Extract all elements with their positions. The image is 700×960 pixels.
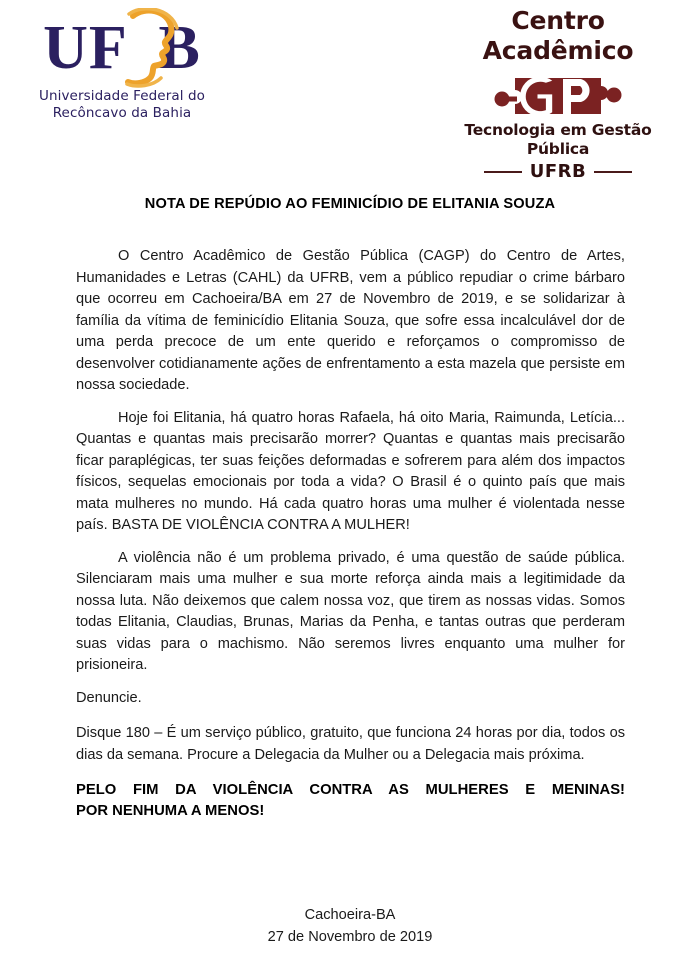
paragraph-1: O Centro Acadêmico de Gestão Pública (CAGP) do Centro de Artes, Humanidades e Letras (CAHL) da UFRB, vem a público repudiar o crime bárbaro que ocorreu em Cachoeira/BA em 27 de Novembro de 2019, e se solidarizar à família da vítima de feminicídio Elitania Souza, que sofre essa incalculável dor de uma perda precoce de um ente querido e reforçamos o compromisso de desenvolver cotidianamente ações de enfrentamento a esta mazela que persiste em nossa sociedade. (76, 248, 625, 393)
paragraph-3: A violência não é um problema privado, é uma questão de saúde pública. Silenciaram mais uma mulher e sua morte reforça ainda mais a legitimidade da nossa luta. Não deixemos que calem nossa voz, que tirem as nossas vidas. Somos todas Elitania, Claudias, Brunas, Marias da Penha, e tantas outras que perderam suas vidas para o machismo. Não seremos livres enquanto uma mulher for prisioneira. (76, 549, 625, 673)
ufrb-letters: UF B (43, 14, 201, 82)
footer-date: 27 de Novembro de 2019 (267, 928, 433, 945)
hotline-info: Disque 180 – É um serviço público, gratuito, que funciona 24 horas por dia, todos os dias da semana. Procure a Delegacia da Mulher ou a Delegacia mais próxima. (76, 725, 625, 763)
ufrb-subtitle-line-1: Universidade Federal do (38, 88, 206, 104)
cagp-title: Centro Acadêmico (482, 6, 634, 65)
cagp-subtitle: Tecnologia em Gestão Pública (464, 121, 652, 158)
rule-right (594, 171, 632, 173)
closing-statement (76, 780, 625, 822)
cagp-institution: UFRB (529, 161, 587, 182)
ufrb-face-profile-icon (123, 8, 185, 90)
paragraph-2: Hoje foi Elitania, há quatro horas Rafaela, há oito Maria, Raimunda, Letícia... Quantas e quantas mais precisarão morrer? Quantas e quantas mais precisarão ficar paraplégicas, ter suas feições deformadas e sofrerem para além dos impactos físicos, sequelas emocionais por toda a vida? O Brasil é o quinto país que mais mata mulheres no mundo. Há cada quatro horas uma mulher é violentada nesse país. BASTA DE VIOLÊNCIA CONTRA A MULHER! (76, 409, 625, 533)
footer-place: Cachoeira-BA (304, 907, 396, 923)
cagp-mark (493, 68, 623, 120)
ufrb-logo (22, 14, 222, 122)
document-header (0, 0, 700, 182)
ufrb-wordmark (31, 14, 213, 82)
cagp-institution-row (432, 161, 684, 182)
rule-left (484, 171, 522, 173)
ufrb-subtitle (22, 88, 222, 122)
cagp-logo (432, 6, 684, 182)
document-footer (0, 905, 700, 948)
ufrb-subtitle-line-2: Recôncavo da Bahia (52, 105, 192, 121)
document-body (76, 246, 625, 822)
page-title: NOTA DE REPÚDIO AO FEMINICÍDIO DE ELITANIA SOUZA (144, 196, 556, 212)
closing-line-2: POR NENHUMA A MENOS! (76, 803, 265, 819)
call-to-action: Denuncie. (76, 689, 142, 706)
gp-puzzle-piece-icon (493, 68, 623, 120)
closing-line-1: PELO FIM DA VIOLÊNCIA CONTRA AS MULHERES E MENINAS! (76, 782, 625, 798)
